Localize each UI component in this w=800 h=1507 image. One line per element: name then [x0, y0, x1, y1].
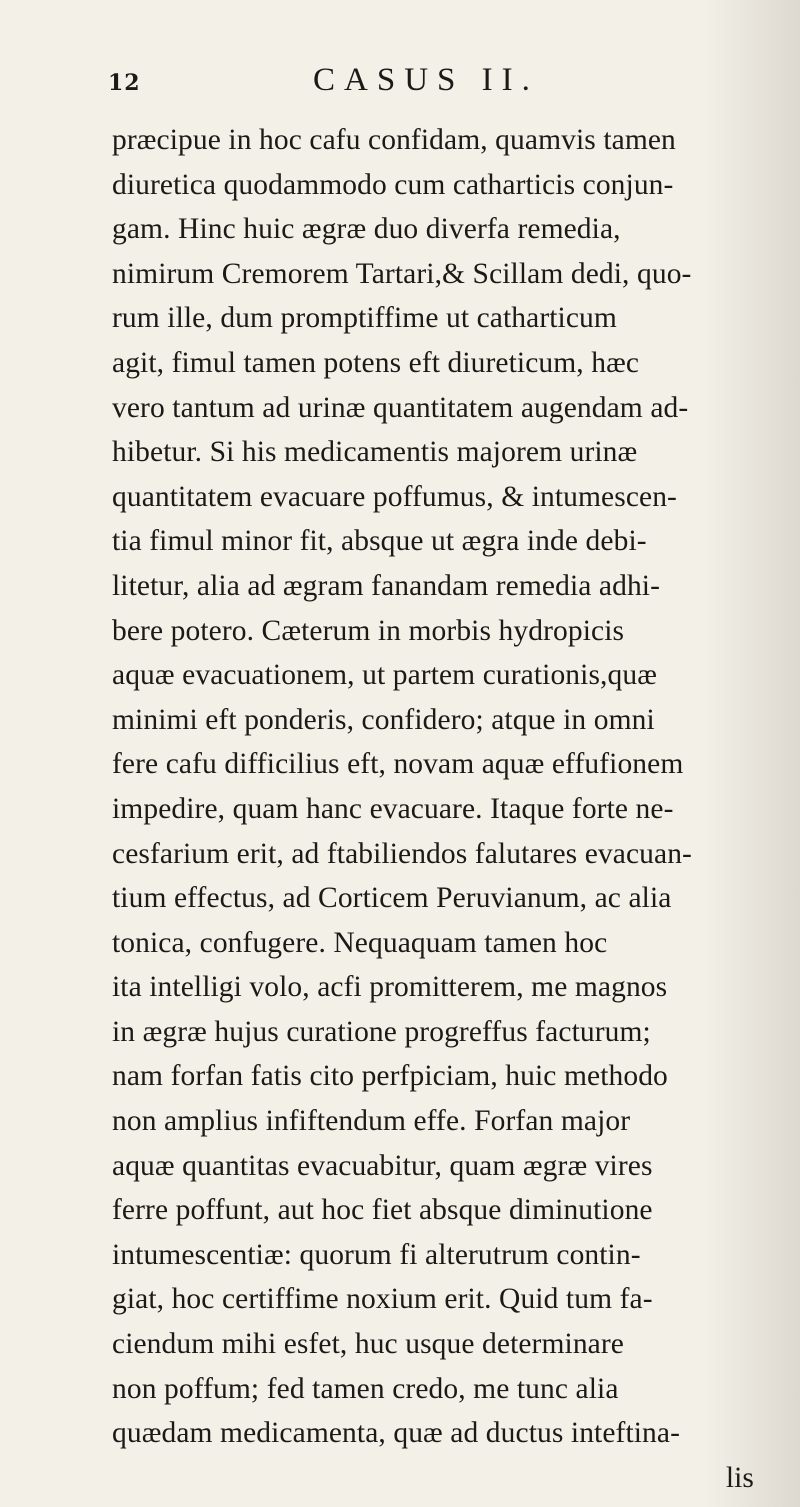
text-line: ferre poffunt, aut hoc fiet absque diminutione — [112, 1194, 653, 1227]
text-line: diuretica quodammodo cum catharticis conjun- — [112, 168, 674, 201]
text-line: vero tantum ad urinæ quantitatem augendam ad- — [112, 391, 689, 424]
text-line: non amplius infiftendum effe. Forfan major — [112, 1105, 631, 1138]
text-line: nimirum Cremorem Tartari,& Scillam dedi, quo- — [112, 257, 692, 290]
text-line: non poffum; fed tamen credo, me tunc alia — [112, 1372, 619, 1405]
text-line: impedire, quam hanc evacuare. Itaque forte ne- — [112, 792, 674, 825]
text-line: intumescentiæ: quorum fi alterutrum contin- — [112, 1238, 641, 1271]
chapter-title: CASUS II. — [313, 62, 539, 98]
text-line: minimi eft ponderis, confidero; atque in omni — [112, 703, 655, 736]
text-line: bere potero. Cæterum in morbis hydropicis — [112, 614, 625, 647]
text-line: ciendum mihi esfet, huc usque determinare — [112, 1328, 624, 1361]
text-line: quantitatem evacuare poffumus, & intumescen- — [112, 480, 677, 513]
text-line: præcipue in hoc cafu confidam, quamvis tamen — [112, 124, 676, 156]
running-head — [108, 62, 768, 106]
text-line: tium effectus, ad Corticem Peruvianum, ac alia — [112, 882, 672, 915]
text-line: aquæ quantitas evacuabitur, quam ægræ vires — [112, 1149, 653, 1182]
text-line: aquæ evacuationem, ut partem curationis,quæ — [112, 659, 657, 692]
text-line: in ægræ hujus curatione progreffus facturum; — [112, 1015, 651, 1048]
text-line: cesfarium erit, ad ftabiliendos falutares evacuan- — [112, 837, 692, 870]
text-line: agit, fimul tamen potens eft diureticum, hæc — [112, 346, 640, 379]
body-text — [112, 118, 772, 1500]
text-line: gam. Hinc huic ægræ duo diverfa remedia, — [112, 213, 621, 246]
catchword: lis — [725, 1461, 754, 1494]
text-line: tia fimul minor fit, absque ut ægra inde debi- — [112, 525, 647, 558]
text-line: ita intelligi volo, acfi promitterem, me magnos — [112, 971, 668, 1004]
text-line: tonica, confugere. Nequaquam tamen hoc — [112, 926, 608, 959]
text-line: fere cafu difficilius eft, novam aquæ effufionem — [112, 748, 684, 781]
text-line: litetur, alia ad ægram fanandam remedia adhi- — [112, 569, 661, 602]
text-line: hibetur. Si his medicamentis majorem urinæ — [112, 436, 638, 469]
text-line: giat, hoc certiffime noxium erit. Quid tum fa- — [112, 1283, 653, 1316]
text-line: nam forfan fatis cito perfpiciam, huic methodo — [112, 1060, 668, 1093]
text-line: rum ille, dum promptiffime ut catharticum — [112, 302, 617, 335]
text-line: quædam medicamenta, quæ ad ductus inteftina- — [112, 1417, 681, 1450]
page-number: 12 — [108, 70, 141, 96]
